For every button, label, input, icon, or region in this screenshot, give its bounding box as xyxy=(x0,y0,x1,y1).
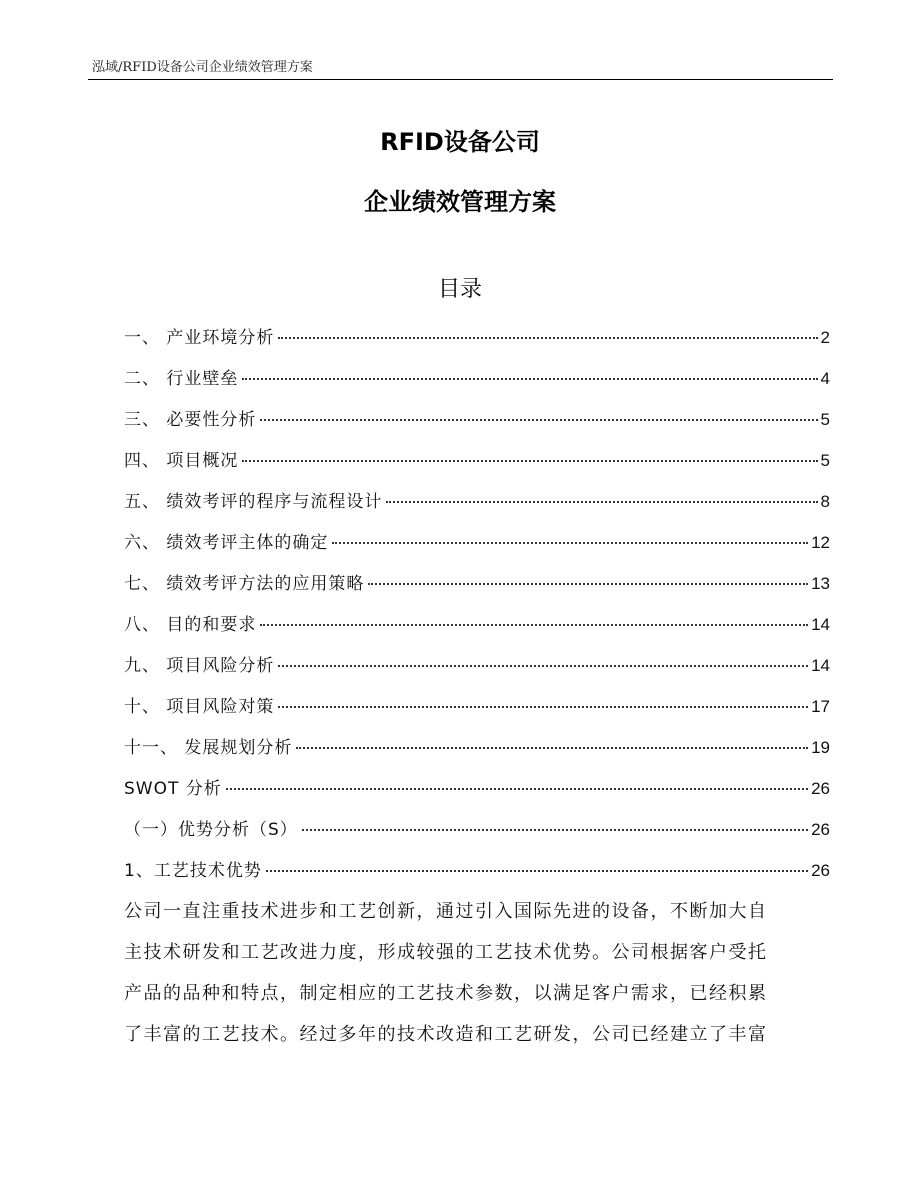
toc-dot-leader xyxy=(278,337,817,339)
toc-entry-page: 13 xyxy=(811,574,830,593)
toc-entry-page: 8 xyxy=(820,492,830,511)
toc-entry-label: 一、 产业环境分析 xyxy=(124,328,275,348)
toc-entry[interactable] xyxy=(124,323,830,364)
toc-dot-leader xyxy=(302,829,808,831)
toc-entry-label: 九、 项目风险分析 xyxy=(124,656,275,676)
toc-dot-leader xyxy=(226,788,808,790)
toc-dot-leader xyxy=(260,419,817,421)
toc-entry[interactable] xyxy=(124,610,830,651)
toc-dot-leader xyxy=(266,870,808,872)
toc-entry[interactable] xyxy=(124,364,830,405)
header-divider xyxy=(88,79,833,80)
toc-entry-label: 七、 绩效考评方法的应用策略 xyxy=(124,574,365,594)
toc-entry[interactable] xyxy=(124,651,830,692)
toc-entry-page: 14 xyxy=(811,615,830,634)
toc-dot-leader xyxy=(386,501,817,503)
toc-entry[interactable] xyxy=(124,774,830,815)
toc-dot-leader xyxy=(278,665,808,667)
toc-dot-leader xyxy=(260,624,808,626)
toc-entry[interactable] xyxy=(124,446,830,487)
toc-entry[interactable] xyxy=(124,569,830,610)
toc-entry-label: 六、 绩效考评主体的确定 xyxy=(124,533,329,553)
toc-dot-leader xyxy=(332,542,808,544)
toc-entry-page: 5 xyxy=(820,410,830,429)
toc-entry-page: 2 xyxy=(820,328,830,347)
toc-entry-page: 26 xyxy=(811,820,830,839)
toc-entry-label: 1、工艺技术优势 xyxy=(124,861,262,881)
toc-entry-label: 二、 行业壁垒 xyxy=(124,369,239,389)
body-line: 公司一直注重技术进步和工艺创新，通过引入国际先进的设备，不断加大自 xyxy=(124,901,768,922)
toc-entry-page: 5 xyxy=(820,451,830,470)
toc-entry-label: 五、 绩效考评的程序与流程设计 xyxy=(124,492,383,512)
toc-dot-leader xyxy=(242,378,817,380)
toc-entry[interactable] xyxy=(124,528,830,569)
toc-entry-page: 17 xyxy=(811,697,830,716)
toc-entry-page: 12 xyxy=(811,533,830,552)
toc-dot-leader xyxy=(278,706,808,708)
toc-entry[interactable] xyxy=(124,405,830,446)
toc-entry-label: 十、 项目风险对策 xyxy=(124,697,275,717)
document-title-line1: RFID设备公司 xyxy=(380,128,540,156)
toc-entry[interactable] xyxy=(124,733,830,774)
toc-entry-label: 八、 目的和要求 xyxy=(124,615,257,635)
toc-heading: 目录 xyxy=(437,277,482,302)
toc-dot-leader xyxy=(368,583,808,585)
body-line: 产品的品种和特点，制定相应的工艺技术参数，以满足客户需求，已经积累 xyxy=(124,983,768,1004)
toc-dot-leader xyxy=(296,747,808,749)
toc-entry[interactable] xyxy=(124,487,830,528)
body-paragraph xyxy=(124,891,832,1055)
body-line: 了丰富的工艺技术。经过多年的技术改造和工艺研发，公司已经建立了丰富 xyxy=(124,1024,768,1045)
toc-entry-label: （一）优势分析（S） xyxy=(124,820,298,840)
table-of-contents xyxy=(124,323,830,897)
document-title-line2: 企业绩效管理方案 xyxy=(364,188,556,216)
toc-entry-page: 19 xyxy=(811,738,830,757)
body-line: 主技术研发和工艺改进力度，形成较强的工艺技术优势。公司根据客户受托 xyxy=(124,942,768,963)
toc-entry-page: 26 xyxy=(811,861,830,880)
toc-entry-label: 四、 项目概况 xyxy=(124,451,239,471)
toc-entry[interactable] xyxy=(124,815,830,856)
toc-entry[interactable] xyxy=(124,692,830,733)
toc-entry-label: 三、 必要性分析 xyxy=(124,410,257,430)
toc-dot-leader xyxy=(242,460,817,462)
toc-entry-page: 14 xyxy=(811,656,830,675)
toc-entry-page: 26 xyxy=(811,779,830,798)
running-header: 泓域/RFID设备公司企业绩效管理方案 xyxy=(92,60,313,75)
toc-entry-page: 4 xyxy=(820,369,830,388)
toc-entry-label: SWOT 分析 xyxy=(124,779,222,799)
toc-entry-label: 十一、 发展规划分析 xyxy=(124,738,293,758)
